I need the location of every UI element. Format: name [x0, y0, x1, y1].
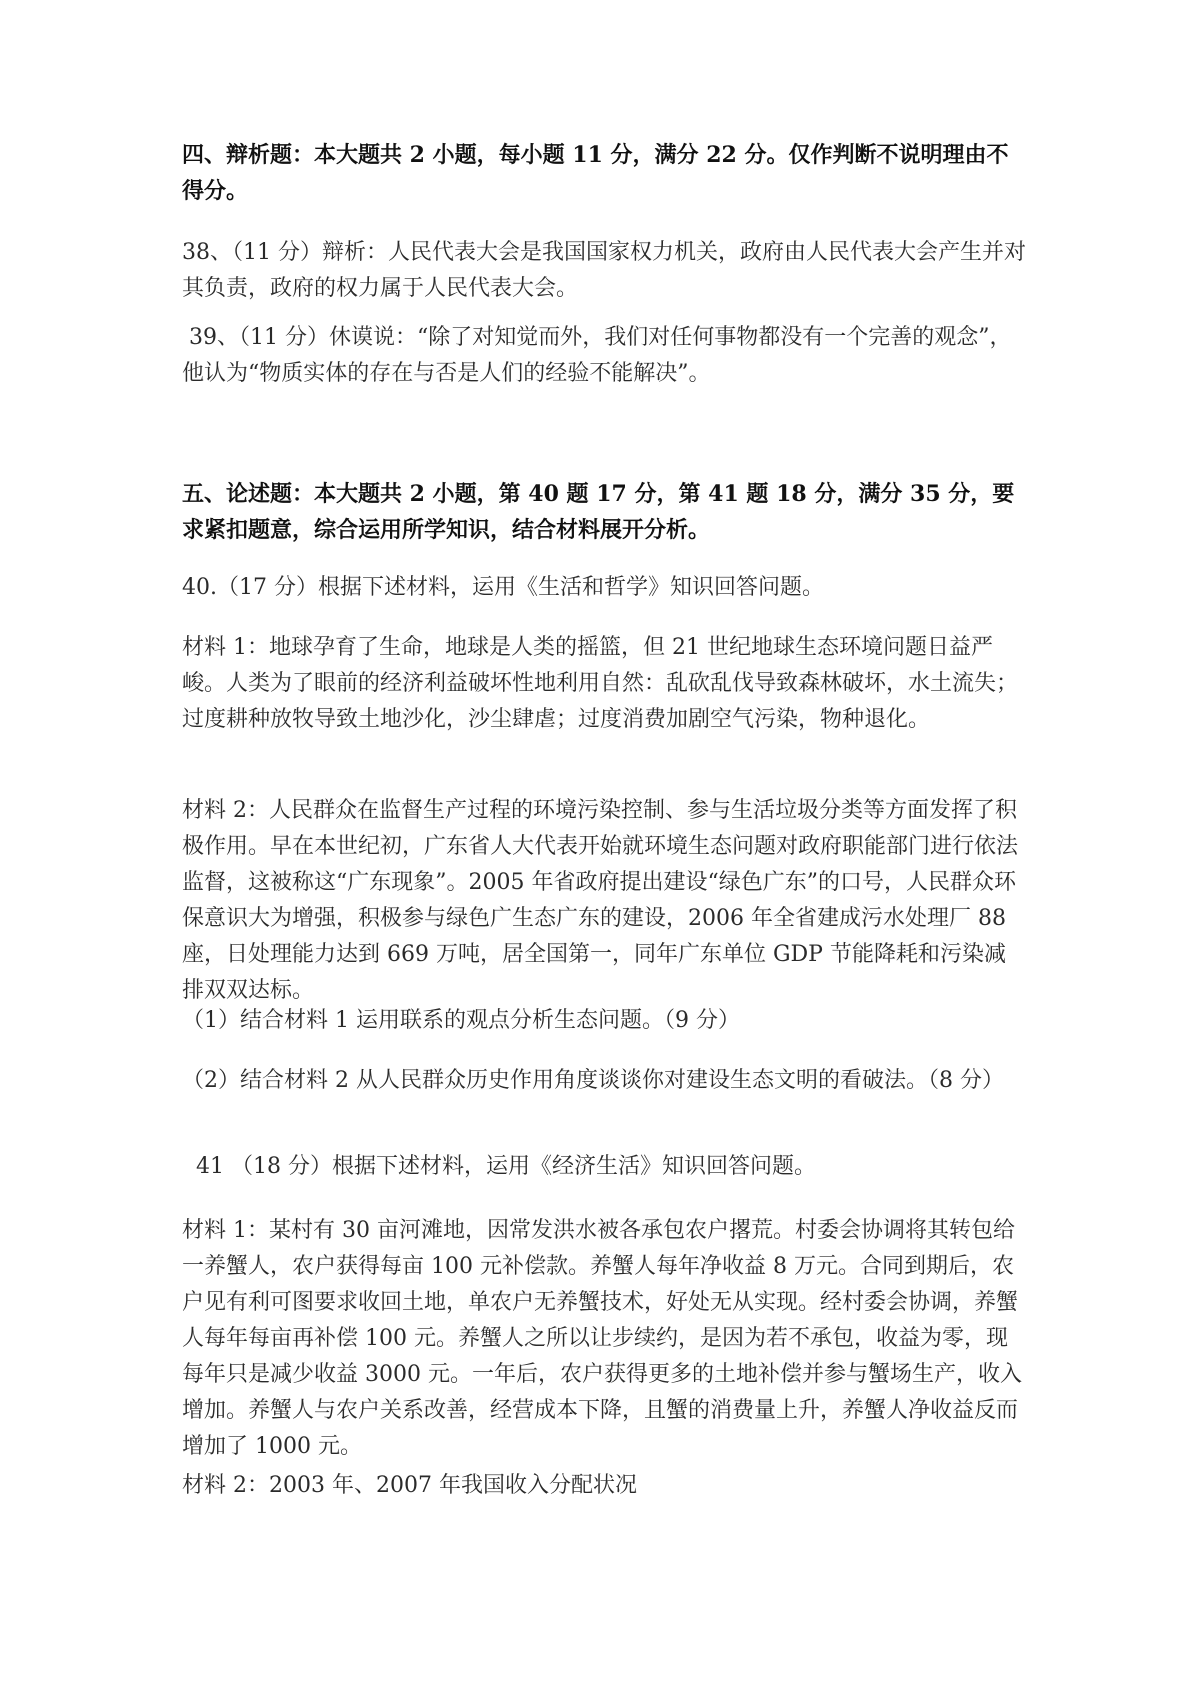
question-39: 39、（11 分）休谟说：“除了对知觉而外，我们对任何事物都没有一个完善的观念”，他认为“物质实体的存在与否是人们的经验不能解决”。 — [182, 325, 1012, 386]
section-four-heading: 四、辩析题：本大题共 2 小题，每小题 11 分，满分 22 分。仅作判断不说明理由不得分。 — [182, 142, 1009, 204]
question-40-material-1: 材料 1：地球孕育了生命，地球是人类的摇篮，但 21 世纪地球生态环境问题日益严峻。人类为了眼前的经济利益破坏性地利用自然：乱砍乱伐导致森林破坏，水土流失；过度耕种放牧导致土地沙化，沙尘肆虐；过度消费加剧空气污染，物种退化。 — [182, 635, 1019, 732]
question-40: 40.（17 分）根据下述材料，运用《生活和哲学》知识回答问题。 — [182, 575, 824, 600]
question-41-material-2: 材料 2：2003 年、2007 年我国收入分配状况 — [182, 1473, 637, 1498]
question-41-material-1: 材料 1：某村有 30 亩河滩地，因常发洪水被各承包农户撂荒。村委会协调将其转包给一养蟹人，农户获得每亩 100 元补偿款。养蟹人每年净收益 8 万元。合同到期后，农户见有利可图要求收回土地，单农户无养蟹技术，好处无从实现。经村委会协调，养蟹人每年每亩再补偿 100 元。养蟹人之所以让步续约，是因为若不承包，收益为零，现每年只是减少收益 3000 元。一年后，农户获得更多的土地补偿并参与蟹场生产，收入增加。养蟹人与农户关系改善，经营成本下降，且蟹的消费量上升，养蟹人净收益反而增加了 1000 元。 — [182, 1218, 1022, 1459]
question-40-subquestion-1: （1）结合材料 1 运用联系的观点分析生态问题。（9 分） — [182, 1008, 740, 1033]
question-40-material-2: 材料 2：人民群众在监督生产过程的环境污染控制、参与生活垃圾分类等方面发挥了积极作用。早在本世纪初，广东省人大代表开始就环境生态问题对政府职能部门进行依法监督，这被称这“广东现象”。2005 年省政府提出建设“绿色广东”的口号，人民群众环保意识大为增强，积极参与绿色广生态广东的建设，2006 年全省建成污水处理厂 88 座，日处理能力达到 669 万吨，居全国第一，同年广东单位 GDP 节能降耗和污染减排双双达标。 — [182, 798, 1019, 1003]
question-40-subquestion-2: （2）结合材料 2 从人民群众历史作用角度谈谈你对建设生态文明的看破法。（8 分） — [182, 1068, 1004, 1093]
question-41: 41 （18 分）根据下述材料，运用《经济生活》知识回答问题。 — [182, 1154, 816, 1179]
section-five-heading: 五、论述题：本大题共 2 小题，第 40 题 17 分，第 41 题 18 分，满分 35 分，要求紧扣题意，综合运用所学知识，结合材料展开分析。 — [182, 481, 1015, 543]
question-38: 38、（11 分）辩析：人民代表大会是我国国家权力机关，政府由人民代表大会产生并对其负责，政府的权力属于人民代表大会。 — [182, 240, 1026, 301]
